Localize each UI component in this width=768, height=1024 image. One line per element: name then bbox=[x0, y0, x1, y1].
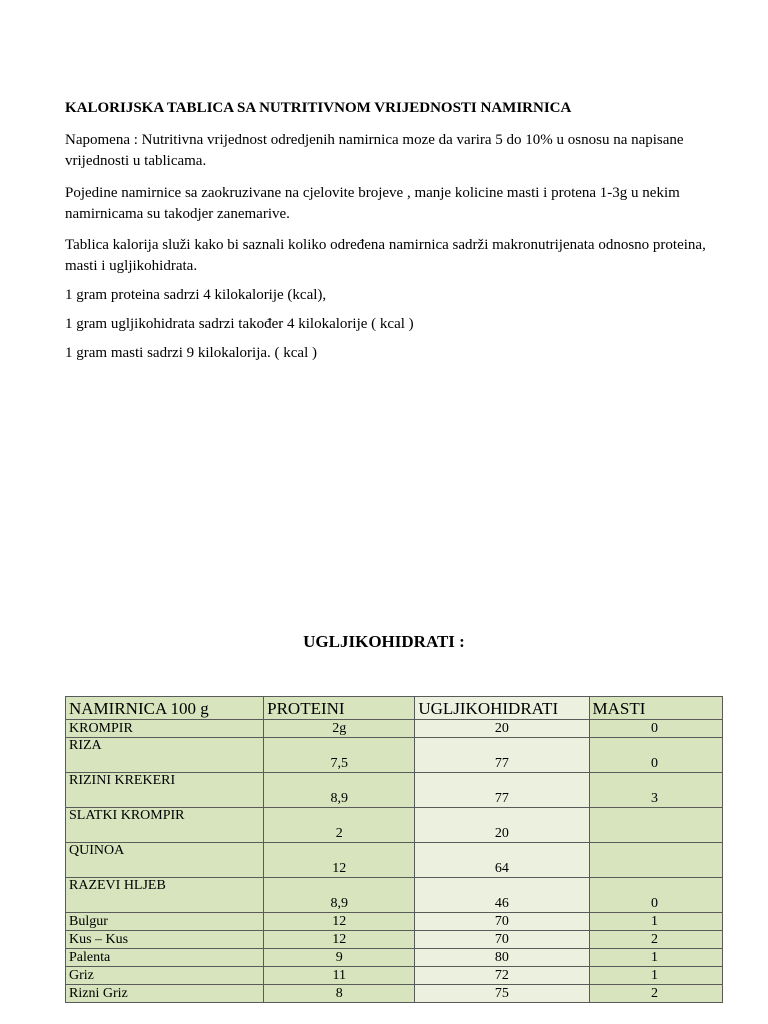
protein-value: 8 bbox=[264, 985, 415, 1003]
food-name: Palenta bbox=[66, 949, 264, 967]
fat-value: 2 bbox=[589, 931, 723, 949]
food-name: Griz bbox=[66, 967, 264, 985]
table-row bbox=[66, 949, 723, 967]
protein-value: 7,5 bbox=[264, 738, 415, 773]
table-row bbox=[66, 843, 723, 878]
carbs-value: 46 bbox=[415, 878, 589, 913]
header-namirnica: NAMIRNICA 100 g bbox=[66, 697, 264, 720]
carbs-value: 77 bbox=[415, 738, 589, 773]
purpose-paragraph: Tablica kalorija služi kako bi saznali koliko određena namirnica sadrži makronutrijenata odnosno proteina, masti i ugljikohidrata. bbox=[65, 237, 706, 274]
protein-value: 2g bbox=[264, 720, 415, 738]
table-row bbox=[66, 913, 723, 931]
table-row bbox=[66, 738, 723, 773]
fat-value: 0 bbox=[589, 878, 723, 913]
table-row bbox=[66, 720, 723, 738]
fat-value: 0 bbox=[589, 738, 723, 773]
food-name: Bulgur bbox=[66, 913, 264, 931]
food-name: KROMPIR bbox=[66, 720, 264, 738]
food-name: Kus – Kus bbox=[66, 931, 264, 949]
carbs-value: 80 bbox=[415, 949, 589, 967]
protein-value: 12 bbox=[264, 931, 415, 949]
page-title: KALORIJSKA TABLICA SA NUTRITIVNOM VRIJEDNOSTI NAMIRNICA bbox=[65, 100, 572, 116]
carbs-value: 20 bbox=[415, 808, 589, 843]
header-proteini: PROTEINI bbox=[264, 697, 415, 720]
table-row bbox=[66, 878, 723, 913]
protein-value: 8,9 bbox=[264, 773, 415, 808]
table-row bbox=[66, 967, 723, 985]
table-header-row bbox=[66, 697, 723, 720]
fat-value: 0 bbox=[589, 720, 723, 738]
carbs-value: 70 bbox=[415, 913, 589, 931]
fat-value bbox=[589, 843, 723, 878]
protein-value: 2 bbox=[264, 808, 415, 843]
table-row bbox=[66, 931, 723, 949]
carbs-value: 77 bbox=[415, 773, 589, 808]
food-name: SLATKI KROMPIR bbox=[66, 808, 264, 843]
table-row bbox=[66, 808, 723, 843]
food-name: QUINOA bbox=[66, 843, 264, 878]
fat-value: 1 bbox=[589, 949, 723, 967]
protein-value: 12 bbox=[264, 913, 415, 931]
carbs-value: 64 bbox=[415, 843, 589, 878]
fat-value bbox=[589, 808, 723, 843]
food-name: Rizni Griz bbox=[66, 985, 264, 1003]
note-paragraph: Napomena : Nutritivna vrijednost odredjenih namirnica moze da varira 5 do 10% u osnosu na napisane vrijednosti u tablicama. bbox=[65, 132, 684, 169]
nutrition-table bbox=[65, 696, 723, 1003]
table-row bbox=[66, 773, 723, 808]
food-name: RIZA bbox=[66, 738, 264, 773]
fat-value: 1 bbox=[589, 913, 723, 931]
protein-value: 12 bbox=[264, 843, 415, 878]
food-name: RAZEVI HLJEB bbox=[66, 878, 264, 913]
protein-value: 9 bbox=[264, 949, 415, 967]
header-ugljikohidrati: UGLJIKOHIDRATI bbox=[415, 697, 589, 720]
fat-kcal-line: 1 gram masti sadrzi 9 kilokalorija. ( kcal ) bbox=[65, 345, 318, 361]
fat-value: 2 bbox=[589, 985, 723, 1003]
carbs-value: 75 bbox=[415, 985, 589, 1003]
protein-value: 11 bbox=[264, 967, 415, 985]
section-heading: UGLJIKOHIDRATI : bbox=[303, 632, 465, 651]
table-row bbox=[66, 985, 723, 1003]
carbs-value: 20 bbox=[415, 720, 589, 738]
fat-value: 1 bbox=[589, 967, 723, 985]
header-masti: MASTI bbox=[589, 697, 723, 720]
protein-kcal-line: 1 gram proteina sadrzi 4 kilokalorije (kcal), bbox=[65, 287, 327, 303]
carbs-value: 70 bbox=[415, 931, 589, 949]
food-name: RIZINI KREKERI bbox=[66, 773, 264, 808]
carbs-value: 72 bbox=[415, 967, 589, 985]
protein-value: 8,9 bbox=[264, 878, 415, 913]
fat-value: 3 bbox=[589, 773, 723, 808]
carbs-kcal-line: 1 gram ugljikohidrata sadrzi također 4 kilokalorije ( kcal ) bbox=[65, 316, 414, 332]
rounding-paragraph: Pojedine namirnice sa zaokruzivane na cjelovite brojeve , manje kolicine masti i protena 1-3g u nekim namirnicama su takodjer zanemarive. bbox=[65, 185, 680, 222]
